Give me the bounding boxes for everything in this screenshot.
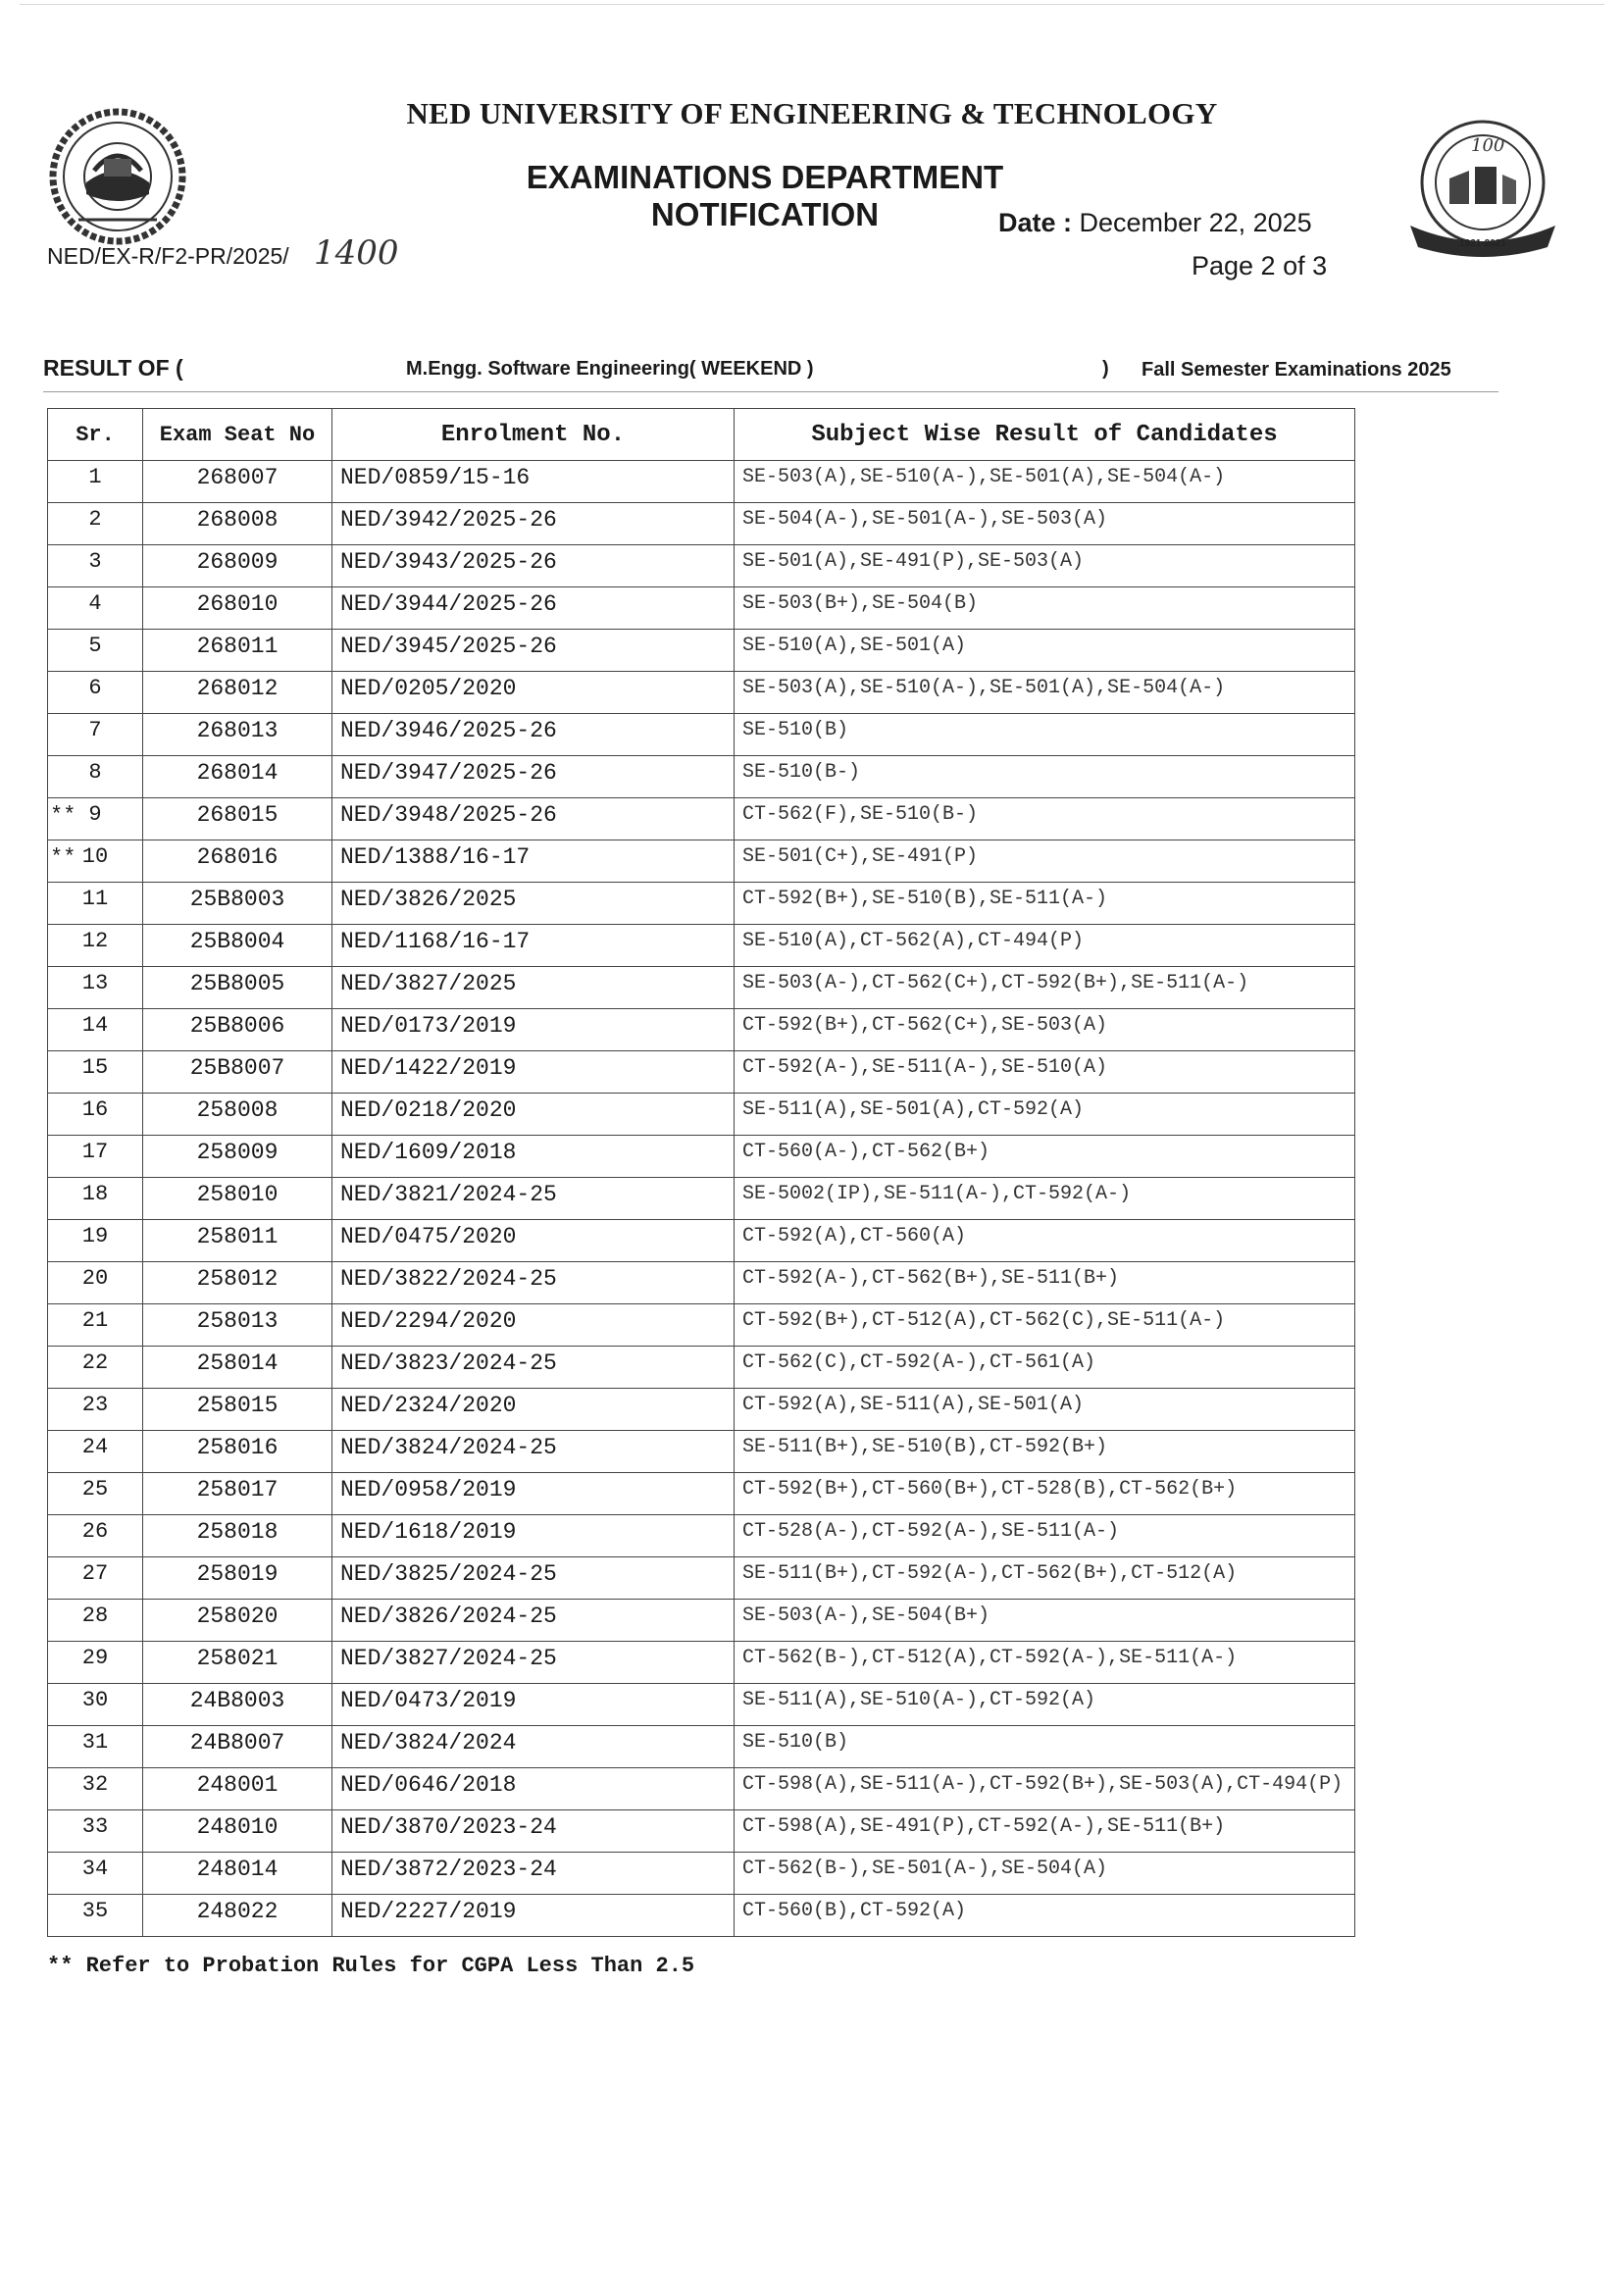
probation-mark: ** bbox=[50, 845, 76, 870]
results-body bbox=[48, 461, 1355, 1937]
table-row bbox=[48, 1136, 1355, 1178]
subject-results: SE-501(A),SE-491(P),SE-503(A) bbox=[735, 545, 1355, 587]
row-serial-number: 6 bbox=[88, 676, 102, 700]
enrolment-no: NED/0218/2020 bbox=[332, 1094, 735, 1136]
table-row bbox=[48, 672, 1355, 714]
row-serial-number: 25 bbox=[81, 1477, 109, 1502]
table-row bbox=[48, 1600, 1355, 1642]
row-serial-number: 4 bbox=[88, 591, 102, 616]
row-serial-number: 17 bbox=[81, 1140, 109, 1164]
table-row bbox=[48, 1347, 1355, 1389]
row-serial bbox=[48, 756, 143, 798]
table-row bbox=[48, 1557, 1355, 1600]
program-name: M.Engg. Software Engineering( WEEKEND ) bbox=[406, 358, 814, 380]
exam-seat-no: 268013 bbox=[143, 714, 332, 756]
enrolment-no: NED/3948/2025-26 bbox=[332, 798, 735, 840]
table-row bbox=[48, 1810, 1355, 1853]
subject-results: CT-592(A),CT-560(A) bbox=[735, 1220, 1355, 1262]
exam-seat-no: 258012 bbox=[143, 1262, 332, 1304]
row-serial bbox=[48, 1810, 143, 1853]
subject-results: CT-528(A-),CT-592(A-),SE-511(A-) bbox=[735, 1515, 1355, 1557]
table-row bbox=[48, 883, 1355, 925]
table-row bbox=[48, 1389, 1355, 1431]
exam-seat-no: 258017 bbox=[143, 1473, 332, 1515]
enrolment-no: NED/3826/2024-25 bbox=[332, 1600, 735, 1642]
exam-seat-no: 258011 bbox=[143, 1220, 332, 1262]
exam-seat-no: 268015 bbox=[143, 798, 332, 840]
table-row bbox=[48, 925, 1355, 967]
row-serial bbox=[48, 630, 143, 672]
row-serial-number: 35 bbox=[81, 1899, 109, 1923]
subject-results: SE-504(A-),SE-501(A-),SE-503(A) bbox=[735, 503, 1355, 545]
row-serial bbox=[48, 1853, 143, 1895]
exam-seat-no: 248022 bbox=[143, 1895, 332, 1937]
row-serial-number: 5 bbox=[88, 634, 102, 658]
exam-seat-no: 248010 bbox=[143, 1810, 332, 1853]
subject-results: CT-562(C),CT-592(A-),CT-561(A) bbox=[735, 1347, 1355, 1389]
row-serial bbox=[48, 1136, 143, 1178]
table-row bbox=[48, 1768, 1355, 1810]
table-row bbox=[48, 714, 1355, 756]
exam-seat-no: 25B8004 bbox=[143, 925, 332, 967]
row-serial-number: 23 bbox=[81, 1393, 109, 1417]
subject-results: SE-503(A),SE-510(A-),SE-501(A),SE-504(A-) bbox=[735, 672, 1355, 714]
row-serial bbox=[48, 1768, 143, 1810]
subject-results: CT-598(A),SE-511(A-),CT-592(B+),SE-503(A),CT-494(P) bbox=[735, 1768, 1355, 1810]
row-serial-number: 7 bbox=[88, 718, 102, 742]
exam-seat-no: 24B8003 bbox=[143, 1684, 332, 1726]
subject-results: SE-510(B-) bbox=[735, 756, 1355, 798]
exam-seat-no: 268009 bbox=[143, 545, 332, 587]
subject-results: CT-592(B+),CT-560(B+),CT-528(B),CT-562(B+) bbox=[735, 1473, 1355, 1515]
row-serial-number: 21 bbox=[81, 1308, 109, 1333]
row-serial-number: 26 bbox=[81, 1519, 109, 1544]
row-serial-number: 16 bbox=[81, 1097, 109, 1122]
subject-results: SE-510(A),CT-562(A),CT-494(P) bbox=[735, 925, 1355, 967]
row-serial bbox=[48, 714, 143, 756]
department-name: EXAMINATIONS DEPARTMENT bbox=[526, 159, 1004, 195]
enrolment-no: NED/1422/2019 bbox=[332, 1051, 735, 1094]
row-serial bbox=[48, 672, 143, 714]
row-serial-number: 18 bbox=[81, 1182, 109, 1206]
exam-seat-no: 258021 bbox=[143, 1642, 332, 1684]
enrolment-no: NED/0205/2020 bbox=[332, 672, 735, 714]
row-serial bbox=[48, 1473, 143, 1515]
table-header-row bbox=[48, 409, 1355, 461]
header-seat: Exam Seat No bbox=[143, 409, 332, 461]
row-serial-number: 34 bbox=[81, 1857, 109, 1881]
exam-seat-no: 258018 bbox=[143, 1515, 332, 1557]
exam-seat-no: 268011 bbox=[143, 630, 332, 672]
subject-results: SE-511(B+),CT-592(A-),CT-562(B+),CT-512(A) bbox=[735, 1557, 1355, 1600]
row-serial bbox=[48, 798, 143, 840]
exam-seat-no: 258016 bbox=[143, 1431, 332, 1473]
table-row bbox=[48, 1515, 1355, 1557]
subject-results: SE-511(A),SE-510(A-),CT-592(A) bbox=[735, 1684, 1355, 1726]
row-serial bbox=[48, 1642, 143, 1684]
exam-seat-no: 268007 bbox=[143, 461, 332, 503]
subject-results: SE-503(A),SE-510(A-),SE-501(A),SE-504(A-) bbox=[735, 461, 1355, 503]
row-serial bbox=[48, 883, 143, 925]
subject-results: CT-592(B+),SE-510(B),SE-511(A-) bbox=[735, 883, 1355, 925]
table-row bbox=[48, 1094, 1355, 1136]
enrolment-no: NED/3824/2024 bbox=[332, 1726, 735, 1768]
subject-results: SE-511(B+),SE-510(B),CT-592(B+) bbox=[735, 1431, 1355, 1473]
table-row bbox=[48, 461, 1355, 503]
row-serial-number: 15 bbox=[81, 1055, 109, 1080]
row-serial bbox=[48, 1684, 143, 1726]
row-serial-number: 11 bbox=[81, 887, 109, 911]
exam-seat-no: 258009 bbox=[143, 1136, 332, 1178]
enrolment-no: NED/0646/2018 bbox=[332, 1768, 735, 1810]
enrolment-no: NED/3823/2024-25 bbox=[332, 1347, 735, 1389]
row-serial bbox=[48, 1051, 143, 1094]
result-heading bbox=[43, 355, 1514, 384]
enrolment-no: NED/0475/2020 bbox=[332, 1220, 735, 1262]
row-serial-number: 20 bbox=[81, 1266, 109, 1291]
reference-handwritten: 1400 bbox=[314, 233, 399, 273]
row-serial-number: 31 bbox=[81, 1730, 109, 1755]
header-sr: Sr. bbox=[48, 409, 143, 461]
row-serial-number: 27 bbox=[81, 1561, 109, 1586]
row-serial-number: 1 bbox=[88, 465, 102, 489]
table-row bbox=[48, 630, 1355, 672]
row-serial-number: 8 bbox=[88, 760, 102, 785]
enrolment-no: NED/1168/16-17 bbox=[332, 925, 735, 967]
enrolment-no: NED/3827/2025 bbox=[332, 967, 735, 1009]
probation-footnote: ** Refer to Probation Rules for CGPA Less Than 2.5 bbox=[47, 1954, 695, 1978]
exam-seat-no: 24B8007 bbox=[143, 1726, 332, 1768]
subject-results: SE-510(A),SE-501(A) bbox=[735, 630, 1355, 672]
subject-results: CT-562(B-),SE-501(A-),SE-504(A) bbox=[735, 1853, 1355, 1895]
date-line bbox=[998, 208, 1312, 238]
exam-seat-no: 258019 bbox=[143, 1557, 332, 1600]
enrolment-no: NED/3826/2025 bbox=[332, 883, 735, 925]
subject-results: CT-592(A-),CT-562(B+),SE-511(B+) bbox=[735, 1262, 1355, 1304]
exam-seat-no: 258013 bbox=[143, 1304, 332, 1347]
enrolment-no: NED/3827/2024-25 bbox=[332, 1642, 735, 1684]
table-row bbox=[48, 1726, 1355, 1768]
row-serial bbox=[48, 1304, 143, 1347]
subject-results: CT-592(B+),CT-512(A),CT-562(C),SE-511(A-) bbox=[735, 1304, 1355, 1347]
row-serial bbox=[48, 1220, 143, 1262]
row-serial-number: 19 bbox=[81, 1224, 109, 1248]
table-row bbox=[48, 1684, 1355, 1726]
enrolment-no: NED/0173/2019 bbox=[332, 1009, 735, 1051]
row-serial bbox=[48, 1600, 143, 1642]
result-of-label: RESULT OF ( bbox=[43, 355, 183, 381]
enrolment-no: NED/0958/2019 bbox=[332, 1473, 735, 1515]
subject-results: SE-510(B) bbox=[735, 1726, 1355, 1768]
results-table bbox=[47, 408, 1355, 1937]
exam-seat-no: 258008 bbox=[143, 1094, 332, 1136]
seal-centenary-number: 100 bbox=[1471, 135, 1505, 156]
date-value: December 22, 2025 bbox=[1079, 208, 1312, 237]
enrolment-no: NED/0473/2019 bbox=[332, 1684, 735, 1726]
row-serial-number: 32 bbox=[81, 1772, 109, 1797]
result-close-paren: ) bbox=[1102, 358, 1109, 380]
row-serial bbox=[48, 461, 143, 503]
row-serial-number: 13 bbox=[81, 971, 109, 995]
table-row bbox=[48, 1220, 1355, 1262]
row-serial bbox=[48, 1557, 143, 1600]
row-serial-number: 28 bbox=[81, 1604, 109, 1628]
enrolment-no: NED/3825/2024-25 bbox=[332, 1557, 735, 1600]
row-serial bbox=[48, 925, 143, 967]
row-serial-number: 10 bbox=[81, 844, 109, 869]
exam-seat-no: 268014 bbox=[143, 756, 332, 798]
enrolment-no: NED/3821/2024-25 bbox=[332, 1178, 735, 1220]
exam-seat-no: 258010 bbox=[143, 1178, 332, 1220]
subject-results: CT-598(A),SE-491(P),CT-592(A-),SE-511(B+) bbox=[735, 1810, 1355, 1853]
row-serial bbox=[48, 503, 143, 545]
row-serial bbox=[48, 1178, 143, 1220]
row-serial bbox=[48, 1347, 143, 1389]
row-serial bbox=[48, 1094, 143, 1136]
notification-title: NOTIFICATION bbox=[650, 196, 880, 232]
subject-results: SE-503(A-),CT-562(C+),CT-592(B+),SE-511(A-) bbox=[735, 967, 1355, 1009]
enrolment-no: NED/1609/2018 bbox=[332, 1136, 735, 1178]
row-serial-number: 2 bbox=[88, 507, 102, 532]
enrolment-no: NED/3824/2024-25 bbox=[332, 1431, 735, 1473]
exam-seat-no: 248014 bbox=[143, 1853, 332, 1895]
row-serial bbox=[48, 1895, 143, 1937]
row-serial bbox=[48, 1726, 143, 1768]
row-serial bbox=[48, 1431, 143, 1473]
table-row bbox=[48, 1431, 1355, 1473]
row-serial bbox=[48, 1515, 143, 1557]
semester-name: Fall Semester Examinations 2025 bbox=[1142, 359, 1451, 381]
table-row bbox=[48, 1178, 1355, 1220]
exam-seat-no: 268010 bbox=[143, 587, 332, 630]
enrolment-no: NED/3870/2023-24 bbox=[332, 1810, 735, 1853]
exam-seat-no: 25B8006 bbox=[143, 1009, 332, 1051]
reference-number: NED/EX-R/F2-PR/2025/ bbox=[47, 243, 289, 269]
seal-years: 1921-2021 bbox=[1459, 238, 1506, 249]
enrolment-no: NED/3946/2025-26 bbox=[332, 714, 735, 756]
table-row bbox=[48, 1853, 1355, 1895]
enrolment-no: NED/3947/2025-26 bbox=[332, 756, 735, 798]
subject-results: CT-592(A),SE-511(A),SE-501(A) bbox=[735, 1389, 1355, 1431]
probation-mark: ** bbox=[50, 803, 76, 828]
table-row bbox=[48, 1304, 1355, 1347]
row-serial-number: 33 bbox=[81, 1814, 109, 1839]
exam-seat-no: 25B8007 bbox=[143, 1051, 332, 1094]
row-serial bbox=[48, 967, 143, 1009]
subject-results: CT-562(B-),CT-512(A),CT-592(A-),SE-511(A-) bbox=[735, 1642, 1355, 1684]
header-subject-result: Subject Wise Result of Candidates bbox=[735, 409, 1355, 461]
subject-results: CT-592(A-),SE-511(A-),SE-510(A) bbox=[735, 1051, 1355, 1094]
enrolment-no: NED/3943/2025-26 bbox=[332, 545, 735, 587]
exam-seat-no: 268012 bbox=[143, 672, 332, 714]
row-serial-number: 9 bbox=[88, 802, 102, 827]
date-label: Date : bbox=[998, 208, 1073, 237]
row-serial-number: 30 bbox=[81, 1688, 109, 1712]
exam-seat-no: 258014 bbox=[143, 1347, 332, 1389]
table-row bbox=[48, 756, 1355, 798]
row-serial-number: 29 bbox=[81, 1646, 109, 1670]
subject-results: CT-560(A-),CT-562(B+) bbox=[735, 1136, 1355, 1178]
enrolment-no: NED/1388/16-17 bbox=[332, 840, 735, 883]
table-row bbox=[48, 1051, 1355, 1094]
table-row bbox=[48, 1895, 1355, 1937]
subject-results: SE-501(C+),SE-491(P) bbox=[735, 840, 1355, 883]
row-serial bbox=[48, 1262, 143, 1304]
table-row bbox=[48, 1262, 1355, 1304]
enrolment-no: NED/2227/2019 bbox=[332, 1895, 735, 1937]
subject-results: SE-503(B+),SE-504(B) bbox=[735, 587, 1355, 630]
row-serial bbox=[48, 587, 143, 630]
table-row bbox=[48, 967, 1355, 1009]
table-row bbox=[48, 1009, 1355, 1051]
subject-results: SE-511(A),SE-501(A),CT-592(A) bbox=[735, 1094, 1355, 1136]
enrolment-no: NED/3945/2025-26 bbox=[332, 630, 735, 672]
row-serial-number: 3 bbox=[88, 549, 102, 574]
subject-results: SE-503(A-),SE-504(B+) bbox=[735, 1600, 1355, 1642]
subject-results: SE-510(B) bbox=[735, 714, 1355, 756]
university-name: NED UNIVERSITY OF ENGINEERING & TECHNOLOGY bbox=[406, 96, 1218, 130]
enrolment-no: NED/3822/2024-25 bbox=[332, 1262, 735, 1304]
table-row bbox=[48, 503, 1355, 545]
row-serial-number: 14 bbox=[81, 1013, 109, 1038]
table-row bbox=[48, 545, 1355, 587]
row-serial-number: 12 bbox=[81, 929, 109, 953]
subject-results: CT-562(F),SE-510(B-) bbox=[735, 798, 1355, 840]
exam-seat-no: 258020 bbox=[143, 1600, 332, 1642]
header-enrolment: Enrolment No. bbox=[332, 409, 735, 461]
subject-results: CT-560(B),CT-592(A) bbox=[735, 1895, 1355, 1937]
enrolment-no: NED/3872/2023-24 bbox=[332, 1853, 735, 1895]
exam-seat-no: 25B8005 bbox=[143, 967, 332, 1009]
exam-seat-no: 258015 bbox=[143, 1389, 332, 1431]
enrolment-no: NED/2294/2020 bbox=[332, 1304, 735, 1347]
row-serial bbox=[48, 1009, 143, 1051]
enrolment-no: NED/3944/2025-26 bbox=[332, 587, 735, 630]
table-row bbox=[48, 840, 1355, 883]
exam-seat-no: 248001 bbox=[143, 1768, 332, 1810]
centenary-seal bbox=[1400, 110, 1565, 277]
scan-top-rule bbox=[20, 4, 1604, 5]
heading-rule bbox=[43, 391, 1498, 392]
table-row bbox=[48, 1473, 1355, 1515]
enrolment-no: NED/1618/2019 bbox=[332, 1515, 735, 1557]
row-serial bbox=[48, 1389, 143, 1431]
enrolment-no: NED/3942/2025-26 bbox=[332, 503, 735, 545]
row-serial-number: 24 bbox=[81, 1435, 109, 1459]
enrolment-no: NED/2324/2020 bbox=[332, 1389, 735, 1431]
table-row bbox=[48, 798, 1355, 840]
enrolment-no: NED/0859/15-16 bbox=[332, 461, 735, 503]
row-serial-number: 22 bbox=[81, 1350, 109, 1375]
exam-seat-no: 268008 bbox=[143, 503, 332, 545]
row-serial bbox=[48, 840, 143, 883]
table-row bbox=[48, 587, 1355, 630]
subject-results: CT-592(B+),CT-562(C+),SE-503(A) bbox=[735, 1009, 1355, 1051]
table-row bbox=[48, 1642, 1355, 1684]
page-number: Page 2 of 3 bbox=[1192, 251, 1328, 280]
exam-seat-no: 268016 bbox=[143, 840, 332, 883]
subject-results: SE-5002(IP),SE-511(A-),CT-592(A-) bbox=[735, 1178, 1355, 1220]
row-serial bbox=[48, 545, 143, 587]
exam-seat-no: 25B8003 bbox=[143, 883, 332, 925]
